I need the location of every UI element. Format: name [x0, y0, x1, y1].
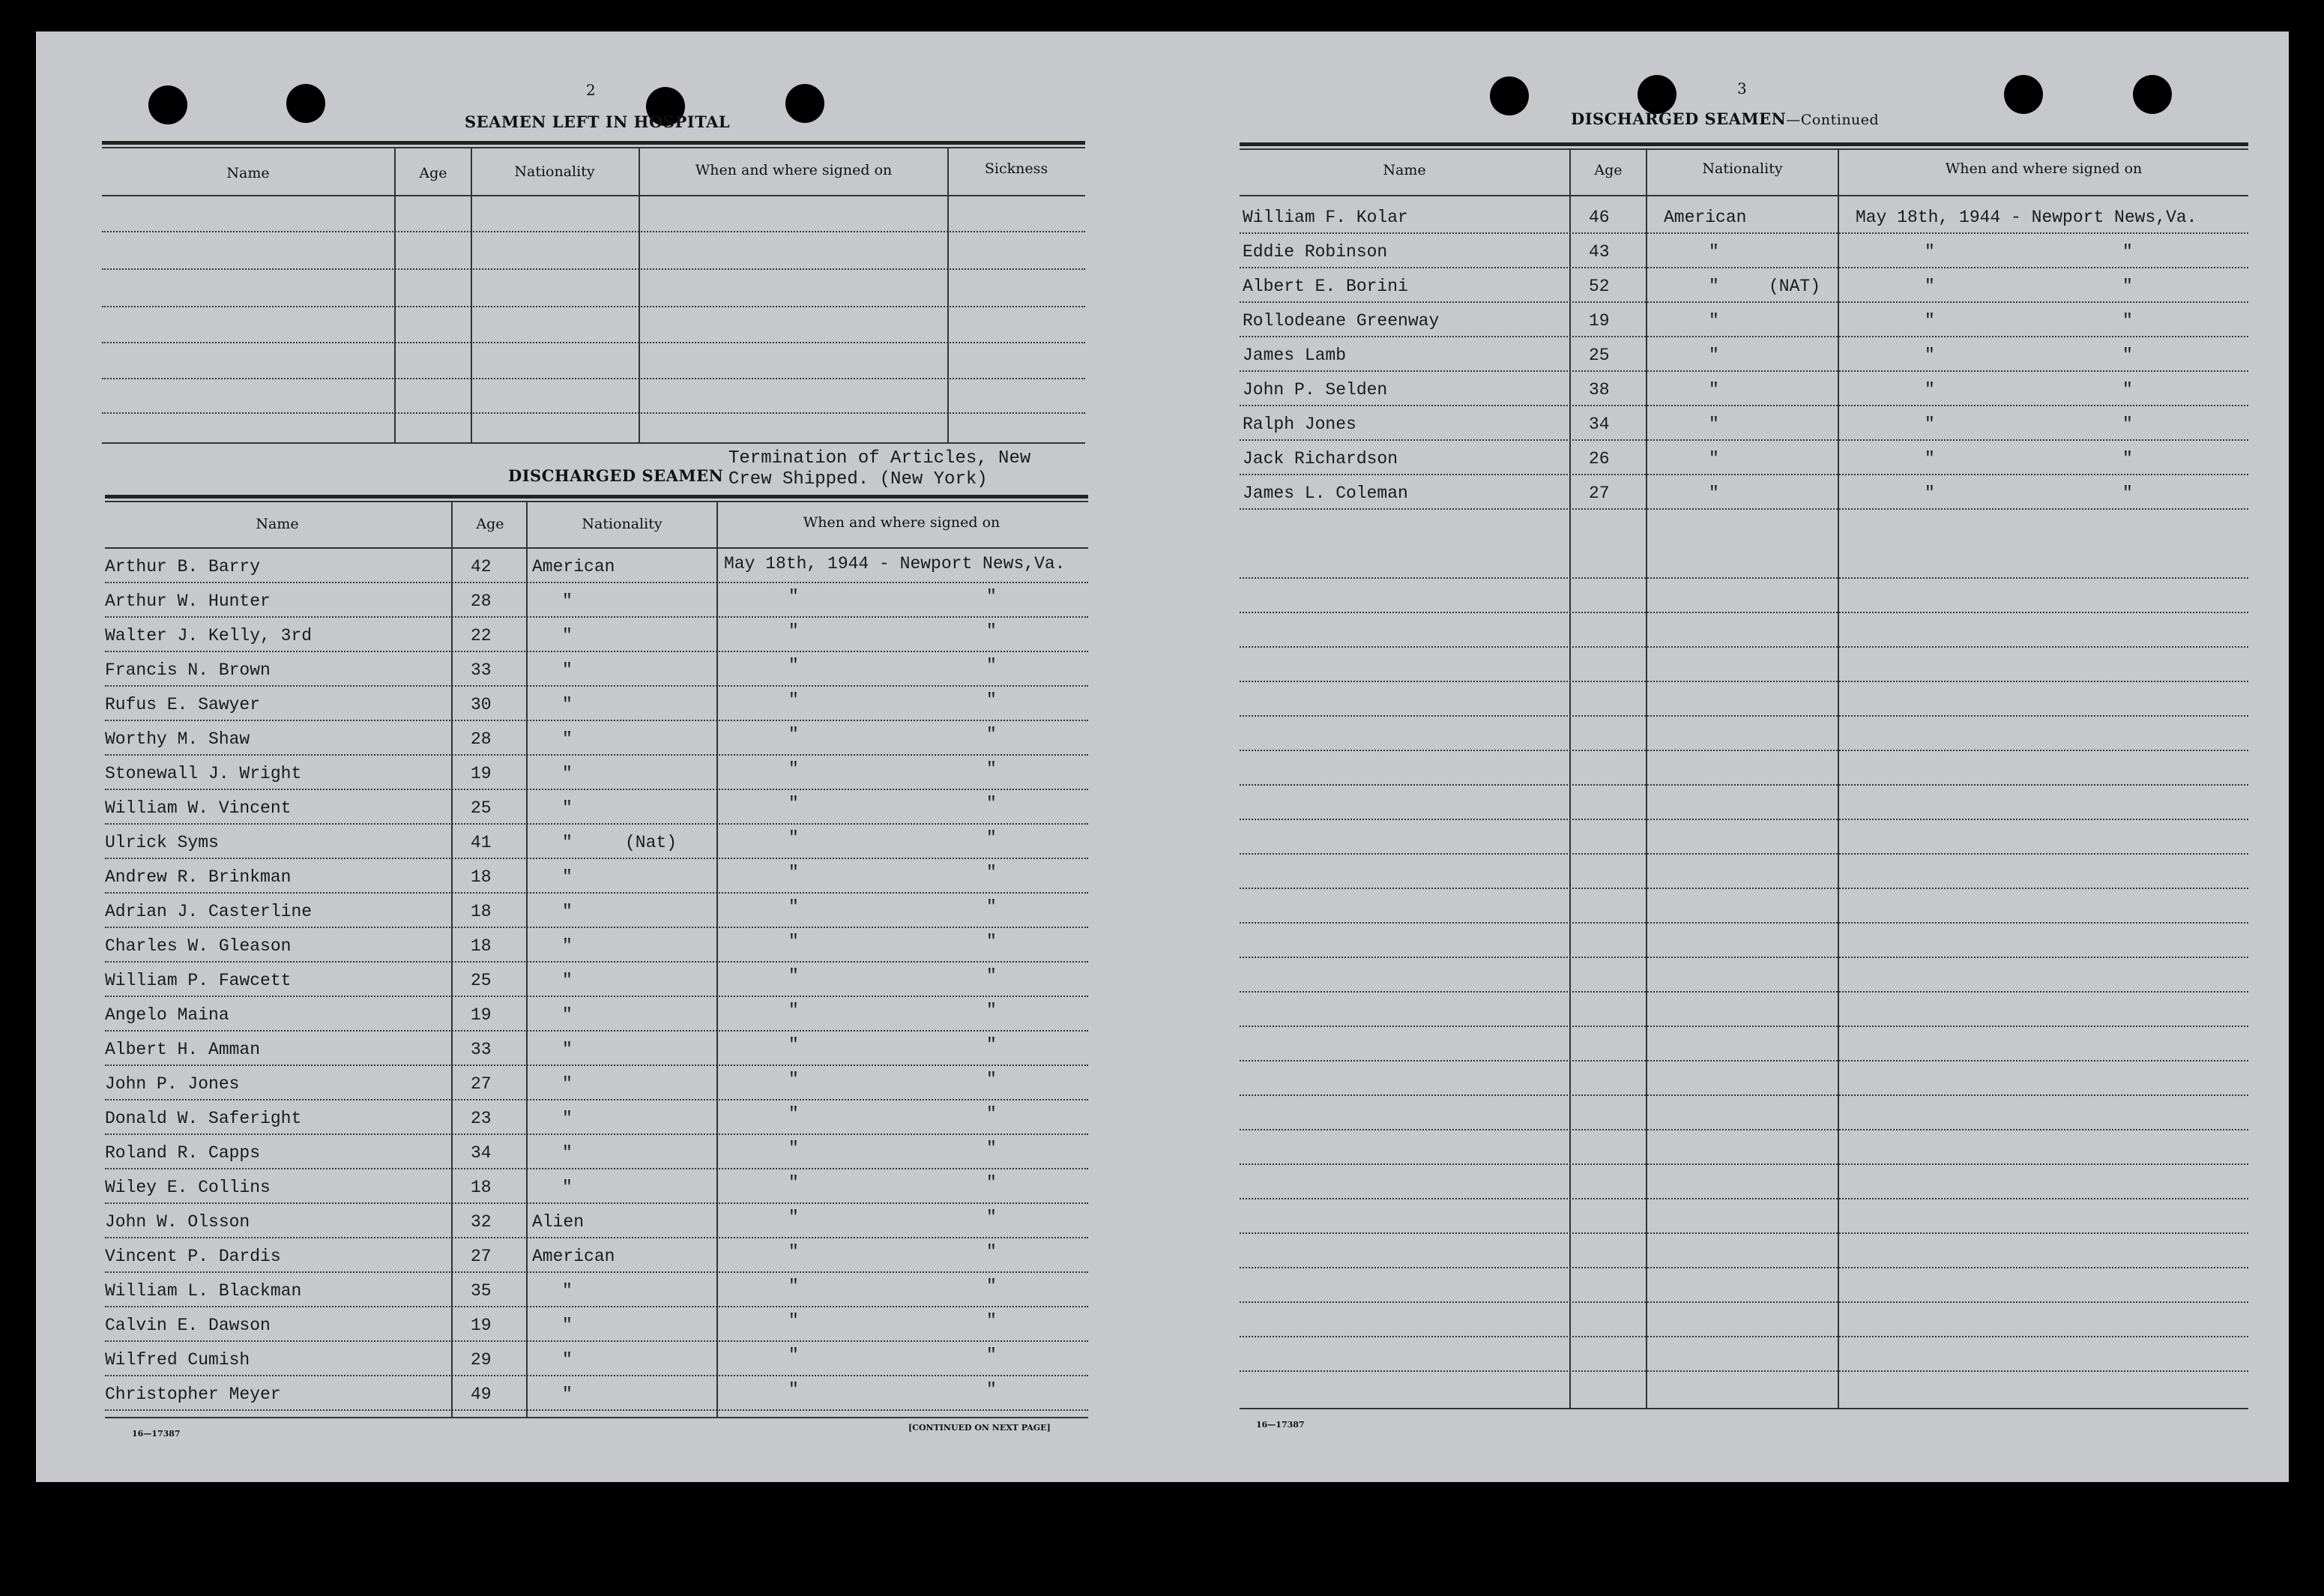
- column-header-name: Name: [226, 165, 270, 181]
- ditto-mark: ": [562, 971, 573, 990]
- ditto-mark: ": [562, 936, 573, 956]
- seaman-age: 28: [471, 591, 492, 611]
- row-line: [1240, 1129, 2248, 1131]
- ditto-mark: ": [788, 966, 799, 986]
- ditto-mark: ": [986, 656, 997, 675]
- ditto-mark: ": [1709, 484, 1719, 503]
- row-line: [102, 268, 1085, 271]
- row-line: [1240, 1094, 2248, 1097]
- row-line: [1240, 577, 2248, 579]
- row-line: [1240, 1198, 2248, 1200]
- seaman-age: 18: [471, 1178, 492, 1197]
- seaman-age: 25: [471, 971, 492, 990]
- column-header-age: Age: [1594, 162, 1623, 178]
- column-header-sickness: Sickness: [984, 160, 1048, 177]
- ditto-mark: ": [1925, 277, 1935, 296]
- seaman-name: Wiley E. Collins: [105, 1178, 271, 1197]
- ditto-mark: ": [788, 1208, 799, 1227]
- rule: [1240, 148, 2248, 150]
- seaman-age: 32: [471, 1212, 492, 1232]
- ditto-mark: ": [2122, 415, 2133, 434]
- column-divider: [1569, 150, 1571, 1409]
- column-divider: [716, 502, 718, 1418]
- ditto-mark: ": [562, 729, 573, 749]
- ditto-mark: ": [562, 1040, 573, 1059]
- seaman-age: 19: [471, 1005, 492, 1025]
- rule: [102, 147, 1085, 148]
- ditto-mark: ": [562, 798, 573, 818]
- seaman-name: Jack Richardson: [1243, 449, 1398, 469]
- ditto-mark: ": [986, 1139, 997, 1158]
- seaman-name: Donald W. Saferight: [105, 1109, 302, 1128]
- ditto-mark: ": [986, 587, 997, 606]
- seaman-age: 42: [471, 557, 492, 576]
- ditto-mark: ": [2122, 311, 2133, 331]
- binder-hole: [148, 85, 187, 124]
- seaman-age: 46: [1589, 208, 1610, 227]
- binder-hole: [2004, 75, 2043, 114]
- naturalized-note: (NAT): [1769, 277, 1821, 296]
- ditto-mark: ": [562, 695, 573, 714]
- ditto-mark: ": [2122, 277, 2133, 296]
- column-header-name: Name: [1383, 162, 1426, 178]
- row-line: [105, 1340, 1088, 1343]
- seaman-name: Vincent P. Dardis: [105, 1247, 281, 1266]
- ditto-mark: ": [562, 902, 573, 921]
- row-line: [102, 378, 1085, 380]
- ditto-mark: ": [562, 1281, 573, 1301]
- ditto-mark: ": [986, 1346, 997, 1365]
- ditto-mark: ": [1709, 449, 1719, 469]
- seaman-age: 25: [1589, 346, 1610, 365]
- seaman-name: Wilfred Cumish: [105, 1350, 250, 1370]
- seaman-age: 34: [1589, 415, 1610, 434]
- seaman-age: 29: [471, 1350, 492, 1370]
- seaman-name: Ulrick Syms: [105, 833, 219, 852]
- row-line: [105, 1306, 1088, 1308]
- ditto-mark: ": [1925, 242, 1935, 262]
- seaman-age: 41: [471, 833, 492, 852]
- seaman-age: 33: [471, 1040, 492, 1059]
- ditto-mark: ": [788, 1139, 799, 1158]
- rule: [1240, 1408, 2248, 1409]
- row-line: [102, 231, 1085, 233]
- ditto-mark: ": [562, 1143, 573, 1163]
- seaman-age: 43: [1589, 242, 1610, 262]
- seaman-age: 30: [471, 695, 492, 714]
- row-line: [105, 1064, 1088, 1067]
- ditto-mark: ": [788, 587, 799, 606]
- row-line: [105, 685, 1088, 687]
- ditto-mark: ": [1709, 346, 1719, 365]
- column-divider: [639, 148, 640, 444]
- row-line: [1240, 301, 2248, 304]
- seaman-name: William L. Blackman: [105, 1281, 302, 1301]
- ditto-mark: ": [2122, 346, 2133, 365]
- continued-note: [CONTINUED ON NEXT PAGE]: [908, 1423, 1051, 1433]
- rule: [1240, 142, 2248, 146]
- ditto-mark: ": [986, 1208, 997, 1227]
- seaman-age: 33: [471, 660, 492, 680]
- row-line: [105, 1409, 1088, 1412]
- row-line: [1240, 646, 2248, 648]
- ditto-mark: ": [562, 1385, 573, 1404]
- rule: [102, 141, 1085, 145]
- ditto-mark: ": [562, 1350, 573, 1370]
- form-number: 16—17387: [132, 1429, 181, 1439]
- ledger-sheet: [36, 31, 2289, 1482]
- binder-hole: [2133, 75, 2172, 114]
- seaman-name: Arthur B. Barry: [105, 557, 261, 576]
- ditto-mark: ": [788, 897, 799, 917]
- row-line: [105, 858, 1088, 860]
- articles-note: Crew Shipped. (New York): [728, 469, 988, 490]
- ditto-mark: ": [2122, 380, 2133, 400]
- row-line: [1240, 1301, 2248, 1304]
- column-header-signed-on: When and where signed on: [1945, 160, 2143, 177]
- ditto-mark: ": [562, 1178, 573, 1197]
- row-line: [1240, 715, 2248, 717]
- page-number: 2: [586, 81, 596, 99]
- rule: [105, 547, 1088, 549]
- seaman-age: 27: [1589, 484, 1610, 503]
- ditto-mark: ": [986, 1380, 997, 1400]
- right-section-title: [1571, 109, 1879, 128]
- seaman-name: Rufus E. Sawyer: [105, 695, 261, 714]
- ditto-mark: ": [1709, 380, 1719, 400]
- ditto-mark: ": [788, 1035, 799, 1055]
- seaman-age: 35: [471, 1281, 492, 1301]
- row-line: [1240, 439, 2248, 442]
- ditto-mark: ": [986, 690, 997, 710]
- ditto-mark: ": [788, 690, 799, 710]
- row-line: [1240, 922, 2248, 924]
- ditto-mark: ": [788, 1242, 799, 1262]
- row-line: [105, 720, 1088, 722]
- ditto-mark: ": [986, 1035, 997, 1055]
- row-line: [105, 1099, 1088, 1101]
- ditto-mark: ": [562, 1109, 573, 1128]
- row-line: [105, 616, 1088, 618]
- ditto-mark: ": [1925, 484, 1935, 503]
- ditto-mark: ": [1925, 380, 1935, 400]
- ditto-mark: ": [562, 1005, 573, 1025]
- naturalized-note: (Nat): [625, 833, 677, 852]
- seaman-nationality: American: [532, 1247, 615, 1266]
- ditto-mark: ": [986, 1242, 997, 1262]
- seaman-name: Albert H. Amman: [105, 1040, 261, 1059]
- seaman-name: John W. Olsson: [105, 1212, 250, 1232]
- row-line: [105, 1375, 1088, 1377]
- row-line: [1240, 1163, 2248, 1166]
- ditto-mark: ": [1709, 242, 1719, 262]
- row-line: [105, 651, 1088, 653]
- row-line: [1240, 612, 2248, 614]
- row-line: [1240, 819, 2248, 821]
- ditto-mark: ": [986, 1173, 997, 1193]
- seaman-name: James L. Coleman: [1243, 484, 1408, 503]
- row-line: [1240, 750, 2248, 752]
- binder-hole: [1490, 76, 1529, 115]
- row-line: [1240, 1267, 2248, 1269]
- seaman-name: John P. Jones: [105, 1074, 240, 1094]
- row-line: [1240, 1336, 2248, 1338]
- ditto-mark: ": [1709, 311, 1719, 331]
- hospital-section-title: SEAMEN LEFT IN HOSPITAL: [465, 112, 731, 131]
- ditto-mark: ": [788, 759, 799, 779]
- seaman-age: 23: [471, 1109, 492, 1128]
- row-line: [105, 1237, 1088, 1239]
- row-line: [1240, 1060, 2248, 1062]
- row-line: [1240, 508, 2248, 511]
- ditto-mark: ": [986, 725, 997, 744]
- seaman-name: William W. Vincent: [105, 798, 292, 818]
- column-divider: [947, 148, 949, 444]
- seaman-name: Arthur W. Hunter: [105, 591, 271, 611]
- signed-on-place-date: May 18th, 1944 - Newport News,Va.: [1856, 208, 2197, 227]
- row-line: [105, 789, 1088, 791]
- ditto-mark: ": [788, 863, 799, 882]
- column-divider: [1646, 150, 1647, 1409]
- seaman-age: 18: [471, 867, 492, 887]
- row-line: [1240, 784, 2248, 786]
- ditto-mark: ": [562, 833, 573, 852]
- ditto-mark: ": [788, 828, 799, 848]
- ditto-mark: ": [986, 794, 997, 813]
- row-line: [105, 1133, 1088, 1136]
- seaman-name: Angelo Maina: [105, 1005, 229, 1025]
- row-line: [1240, 1232, 2248, 1235]
- row-line: [105, 927, 1088, 929]
- column-header-signed-on: When and where signed on: [803, 514, 1000, 531]
- row-line: [105, 996, 1088, 998]
- ditto-mark: ": [788, 1173, 799, 1193]
- column-divider: [526, 502, 528, 1418]
- seaman-age: 19: [471, 1316, 492, 1335]
- ditto-mark: ": [986, 621, 997, 641]
- seaman-nationality: American: [1664, 208, 1747, 227]
- row-line: [1240, 370, 2248, 373]
- ditto-mark: ": [986, 759, 997, 779]
- column-header-age: Age: [476, 516, 504, 532]
- binder-hole: [1638, 75, 1676, 114]
- ditto-mark: ": [2122, 484, 2133, 503]
- ditto-mark: ": [562, 867, 573, 887]
- ditto-mark: ": [986, 1070, 997, 1089]
- row-line: [1240, 991, 2248, 993]
- row-line: [1240, 232, 2248, 235]
- seaman-age: 28: [471, 729, 492, 749]
- row-line: [102, 342, 1085, 344]
- ditto-mark: ": [562, 764, 573, 783]
- seaman-name: William P. Fawcett: [105, 971, 292, 990]
- rule: [105, 501, 1088, 502]
- seaman-name: Albert E. Borini: [1243, 277, 1408, 296]
- column-divider: [1838, 150, 1839, 1409]
- seaman-name: Eddie Robinson: [1243, 242, 1388, 262]
- row-line: [102, 306, 1085, 308]
- column-divider: [394, 148, 396, 444]
- seaman-age: 22: [471, 626, 492, 645]
- ditto-mark: ": [1709, 415, 1719, 434]
- column-divider: [471, 148, 472, 444]
- column-header-nationality: Nationality: [1702, 160, 1783, 177]
- ditto-mark: ": [788, 1311, 799, 1331]
- ditto-mark: ": [986, 932, 997, 951]
- seaman-name: John P. Selden: [1243, 380, 1388, 400]
- row-line: [1240, 888, 2248, 890]
- row-line: [1240, 853, 2248, 855]
- seaman-name: Worthy M. Shaw: [105, 729, 250, 749]
- title-text: DISCHARGED SEAMEN: [1571, 109, 1787, 128]
- row-line: [1240, 957, 2248, 959]
- ditto-mark: ": [788, 1070, 799, 1089]
- ditto-mark: ": [788, 794, 799, 813]
- ditto-mark: ": [986, 1311, 997, 1331]
- ditto-mark: ": [788, 1346, 799, 1365]
- seaman-age: 52: [1589, 277, 1610, 296]
- seaman-nationality: Alien: [532, 1212, 585, 1232]
- row-line: [1240, 681, 2248, 683]
- row-line: [1240, 474, 2248, 476]
- ditto-mark: ": [986, 966, 997, 986]
- row-line: [1240, 336, 2248, 338]
- ditto-mark: ": [562, 660, 573, 680]
- seaman-age: 26: [1589, 449, 1610, 469]
- ditto-mark: ": [986, 1277, 997, 1296]
- row-line: [105, 1202, 1088, 1205]
- seaman-name: Stonewall J. Wright: [105, 764, 302, 783]
- ditto-mark: ": [986, 828, 997, 848]
- column-header-name: Name: [256, 516, 299, 532]
- binder-hole: [286, 84, 325, 123]
- column-divider: [451, 502, 453, 1418]
- seaman-nationality: American: [532, 557, 615, 576]
- seaman-age: 18: [471, 902, 492, 921]
- binder-hole: [785, 84, 824, 123]
- seaman-age: 49: [471, 1385, 492, 1404]
- column-header-age: Age: [419, 165, 447, 181]
- seaman-age: 27: [471, 1074, 492, 1094]
- row-line: [105, 961, 1088, 963]
- ditto-mark: ": [562, 626, 573, 645]
- title-suffix: —Continued: [1786, 112, 1880, 128]
- row-line: [105, 582, 1088, 584]
- ditto-mark: ": [1709, 277, 1719, 296]
- seaman-name: Andrew R. Brinkman: [105, 867, 292, 887]
- seaman-name: Walter J. Kelly, 3rd: [105, 626, 313, 645]
- seaman-name: Francis N. Brown: [105, 660, 271, 680]
- ditto-mark: ": [562, 1316, 573, 1335]
- seaman-name: James Lamb: [1243, 346, 1347, 365]
- seaman-name: Rollodeane Greenway: [1243, 311, 1440, 331]
- ditto-mark: ": [788, 1001, 799, 1020]
- row-line: [105, 892, 1088, 894]
- ditto-mark: ": [1925, 346, 1935, 365]
- ditto-mark: ": [562, 1074, 573, 1094]
- ditto-mark: ": [2122, 449, 2133, 469]
- rule: [102, 195, 1085, 196]
- seaman-name: Calvin E. Dawson: [105, 1316, 271, 1335]
- ditto-mark: ": [1925, 449, 1935, 469]
- rule: [105, 495, 1088, 499]
- ditto-mark: ": [788, 725, 799, 744]
- ditto-mark: ": [788, 1277, 799, 1296]
- row-line: [105, 1271, 1088, 1274]
- seaman-name: Adrian J. Casterline: [105, 902, 313, 921]
- ditto-mark: ": [986, 897, 997, 917]
- seaman-name: William F. Kolar: [1243, 208, 1408, 227]
- seaman-name: Christopher Meyer: [105, 1385, 281, 1404]
- ditto-mark: ": [1925, 415, 1935, 434]
- row-line: [1240, 1370, 2248, 1373]
- row-line: [105, 1030, 1088, 1032]
- seaman-age: 25: [471, 798, 492, 818]
- rule: [105, 1417, 1088, 1418]
- seaman-age: 18: [471, 936, 492, 956]
- ditto-mark: ": [562, 591, 573, 611]
- row-line: [105, 1168, 1088, 1170]
- rule: [1240, 195, 2248, 196]
- row-line: [1240, 405, 2248, 407]
- ditto-mark: ": [788, 656, 799, 675]
- form-number: 16—17387: [1256, 1420, 1305, 1430]
- seaman-age: 19: [1589, 311, 1610, 331]
- ditto-mark: ": [788, 932, 799, 951]
- page-number: 3: [1737, 79, 1747, 97]
- seaman-name: Charles W. Gleason: [105, 936, 292, 956]
- signed-on-place-date: May 18th, 1944 - Newport News,Va.: [724, 554, 1066, 573]
- seaman-age: 38: [1589, 380, 1610, 400]
- ditto-mark: ": [788, 1104, 799, 1124]
- ditto-mark: ": [1925, 311, 1935, 331]
- discharged-section-title: DISCHARGED SEAMEN: [508, 466, 724, 485]
- row-line: [1240, 1026, 2248, 1028]
- column-header-nationality: Nationality: [514, 163, 595, 180]
- row-line: [1240, 267, 2248, 269]
- seaman-age: 19: [471, 764, 492, 783]
- seaman-name: Ralph Jones: [1243, 415, 1356, 434]
- seaman-age: 34: [471, 1143, 492, 1163]
- seaman-age: 27: [471, 1247, 492, 1266]
- ditto-mark: ": [986, 1104, 997, 1124]
- ditto-mark: ": [788, 1380, 799, 1400]
- column-header-signed-on: When and where signed on: [695, 162, 893, 178]
- rule: [102, 442, 1085, 444]
- ditto-mark: ": [2122, 242, 2133, 262]
- row-line: [105, 823, 1088, 825]
- ditto-mark: ": [986, 863, 997, 882]
- ditto-mark: ": [986, 1001, 997, 1020]
- articles-note: Termination of Articles, New: [728, 448, 1031, 469]
- ditto-mark: ": [788, 621, 799, 641]
- column-header-nationality: Nationality: [582, 516, 663, 532]
- seaman-name: Roland R. Capps: [105, 1143, 261, 1163]
- row-line: [102, 412, 1085, 415]
- row-line: [105, 754, 1088, 756]
